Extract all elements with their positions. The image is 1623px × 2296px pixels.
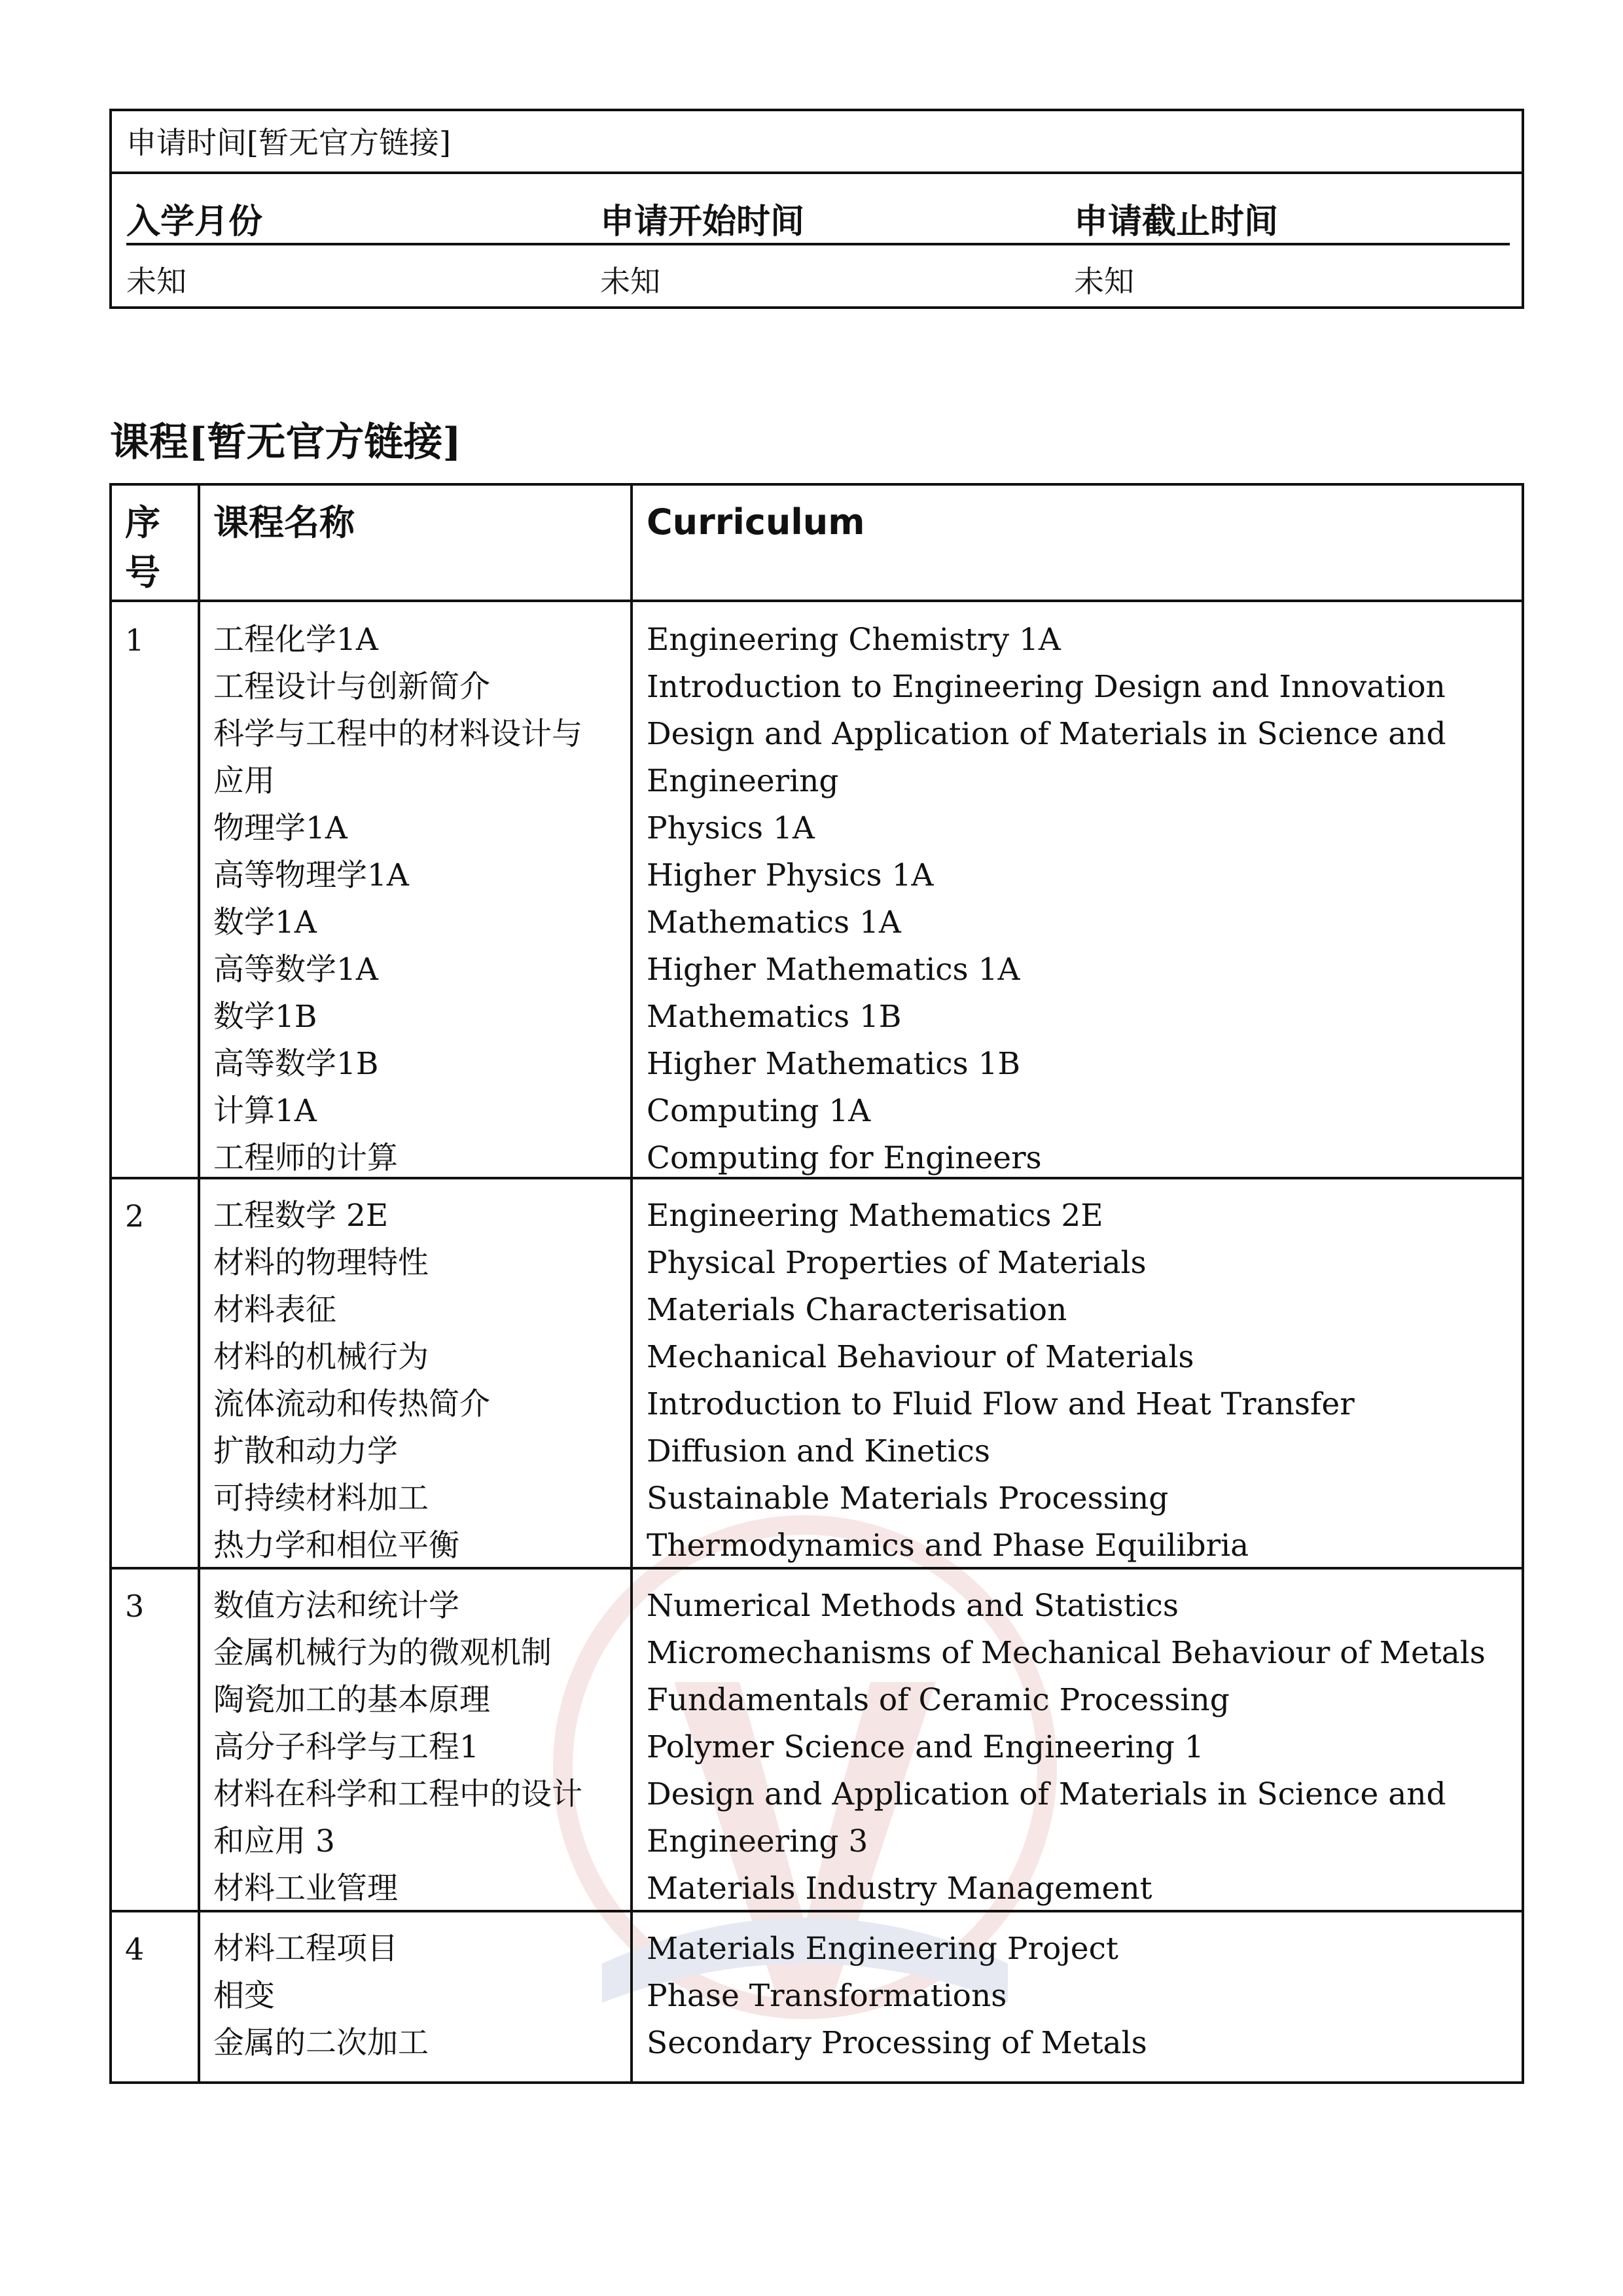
course-line: 工程设计与创新简介 [213, 669, 490, 705]
course-line: Higher Mathematics 1B [647, 1046, 1021, 1082]
course-line: Micromechanisms of Mechanical Behaviour of Metals [647, 1635, 1486, 1671]
course-line: 数学1A [213, 905, 317, 941]
course-line: 陶瓷加工的基本原理 [213, 1682, 490, 1718]
course-list-en [647, 1926, 1147, 2067]
course-line: 工程师的计算 [213, 1140, 398, 1176]
course-line: Physical Properties of Materials [647, 1245, 1147, 1281]
application-deadline-header: 申请截止时间 [1074, 202, 1279, 242]
course-line: Numerical Methods and Statistics [647, 1588, 1179, 1624]
course-line: Materials Industry Management [647, 1871, 1152, 1907]
course-name-header: 课程名称 [213, 501, 355, 543]
course-line: 高等数学1A [213, 952, 378, 988]
course-line: Mechanical Behaviour of Materials [647, 1339, 1194, 1375]
course-line: Sustainable Materials Processing [647, 1480, 1169, 1516]
course-line: Mathematics 1B [647, 999, 902, 1035]
year-number: 1 [125, 622, 145, 658]
header-divider [126, 243, 1510, 245]
course-line: 工程化学1A [213, 622, 378, 658]
application-start-header: 申请开始时间 [600, 202, 805, 242]
course-list-cn [213, 617, 582, 1182]
course-line: Thermodynamics and Phase Equilibria [647, 1528, 1249, 1564]
application-time-title: 申请时间[暂无官方链接] [112, 111, 1522, 174]
year-number: 4 [125, 1931, 145, 1967]
course-line: Fundamentals of Ceramic Processing [647, 1682, 1230, 1718]
course-line: Diffusion and Kinetics [647, 1433, 990, 1469]
seq-header [125, 497, 160, 597]
course-list-en [647, 1193, 1355, 1570]
course-line: 高分子科学与工程1 [213, 1729, 479, 1765]
course-line: 材料工程项目 [213, 1931, 398, 1967]
course-line: Higher Physics 1A [647, 857, 934, 893]
course-line: 物理学1A [213, 810, 348, 846]
application-deadline-value: 未知 [1074, 264, 1134, 299]
course-line: 数值方法和统计学 [213, 1588, 459, 1624]
course-line: 应用 [213, 763, 275, 799]
course-line: 相变 [213, 1978, 275, 2014]
course-line: 科学与工程中的材料设计与 [213, 716, 582, 752]
course-list-en [647, 1583, 1486, 1912]
course-line: 流体流动和传热简介 [213, 1386, 490, 1422]
curriculum-table [109, 483, 1524, 2084]
course-list-en [647, 617, 1446, 1182]
course-line: Phase Transformations [647, 1978, 1007, 2014]
course-line: Computing for Engineers [647, 1140, 1042, 1176]
course-line: Engineering 3 [647, 1823, 868, 1859]
course-line: 和应用 3 [213, 1823, 335, 1859]
course-line: Materials Characterisation [647, 1292, 1067, 1328]
course-line: Introduction to Fluid Flow and Heat Transfer [647, 1386, 1355, 1422]
course-line: 可持续材料加工 [213, 1480, 429, 1516]
course-line: Introduction to Engineering Design and Innovation [647, 669, 1446, 705]
course-line: 金属机械行为的微观机制 [213, 1635, 552, 1671]
course-line: Engineering [647, 763, 839, 799]
course-line: 高等数学1B [213, 1046, 379, 1082]
year-number: 2 [125, 1198, 145, 1234]
column-divider [630, 486, 633, 2081]
course-line: 金属的二次加工 [213, 2025, 429, 2061]
course-line: 扩散和动力学 [213, 1433, 398, 1469]
seq-header-line: 序 [125, 501, 160, 543]
course-line: Higher Mathematics 1A [647, 952, 1020, 988]
course-line: 材料工业管理 [213, 1871, 398, 1907]
intake-month-value: 未知 [126, 264, 187, 299]
course-line: Mathematics 1A [647, 905, 901, 941]
course-line: Secondary Processing of Metals [647, 2025, 1147, 2061]
course-line: Design and Application of Materials in Science and [647, 716, 1446, 752]
course-line: 高等物理学1A [213, 857, 409, 893]
course-line: 材料的机械行为 [213, 1339, 429, 1375]
course-line: 工程数学 2E [213, 1198, 389, 1234]
course-list-cn [213, 1193, 490, 1570]
course-list-cn [213, 1583, 582, 1912]
course-line: 热力学和相位平衡 [213, 1528, 459, 1564]
course-line: Computing 1A [647, 1093, 871, 1129]
application-start-value: 未知 [600, 264, 660, 299]
course-line: 计算1A [213, 1093, 317, 1129]
course-line: 数学1B [213, 999, 317, 1035]
intake-month-header: 入学月份 [126, 202, 263, 242]
course-line: Materials Engineering Project [647, 1931, 1118, 1967]
course-list-cn [213, 1926, 429, 2067]
course-line: Engineering Chemistry 1A [647, 622, 1061, 658]
application-time-table [109, 109, 1524, 309]
curriculum-header: Curriculum [647, 501, 865, 543]
curriculum-section-title: 课程[暂无官方链接] [110, 420, 461, 465]
course-line: Engineering Mathematics 2E [647, 1198, 1103, 1234]
course-line: Polymer Science and Engineering 1 [647, 1729, 1204, 1765]
seq-header-line: 号 [125, 551, 160, 593]
course-line: 材料的物理特性 [213, 1245, 429, 1281]
application-time-columns [126, 174, 1510, 353]
course-line: Design and Application of Materials in Science and [647, 1776, 1446, 1812]
row-divider [112, 600, 1522, 602]
course-line: Physics 1A [647, 810, 815, 846]
course-line: 材料在科学和工程中的设计 [213, 1776, 582, 1812]
course-line: 材料表征 [213, 1292, 336, 1328]
year-number: 3 [125, 1588, 145, 1624]
column-divider [198, 486, 200, 2081]
